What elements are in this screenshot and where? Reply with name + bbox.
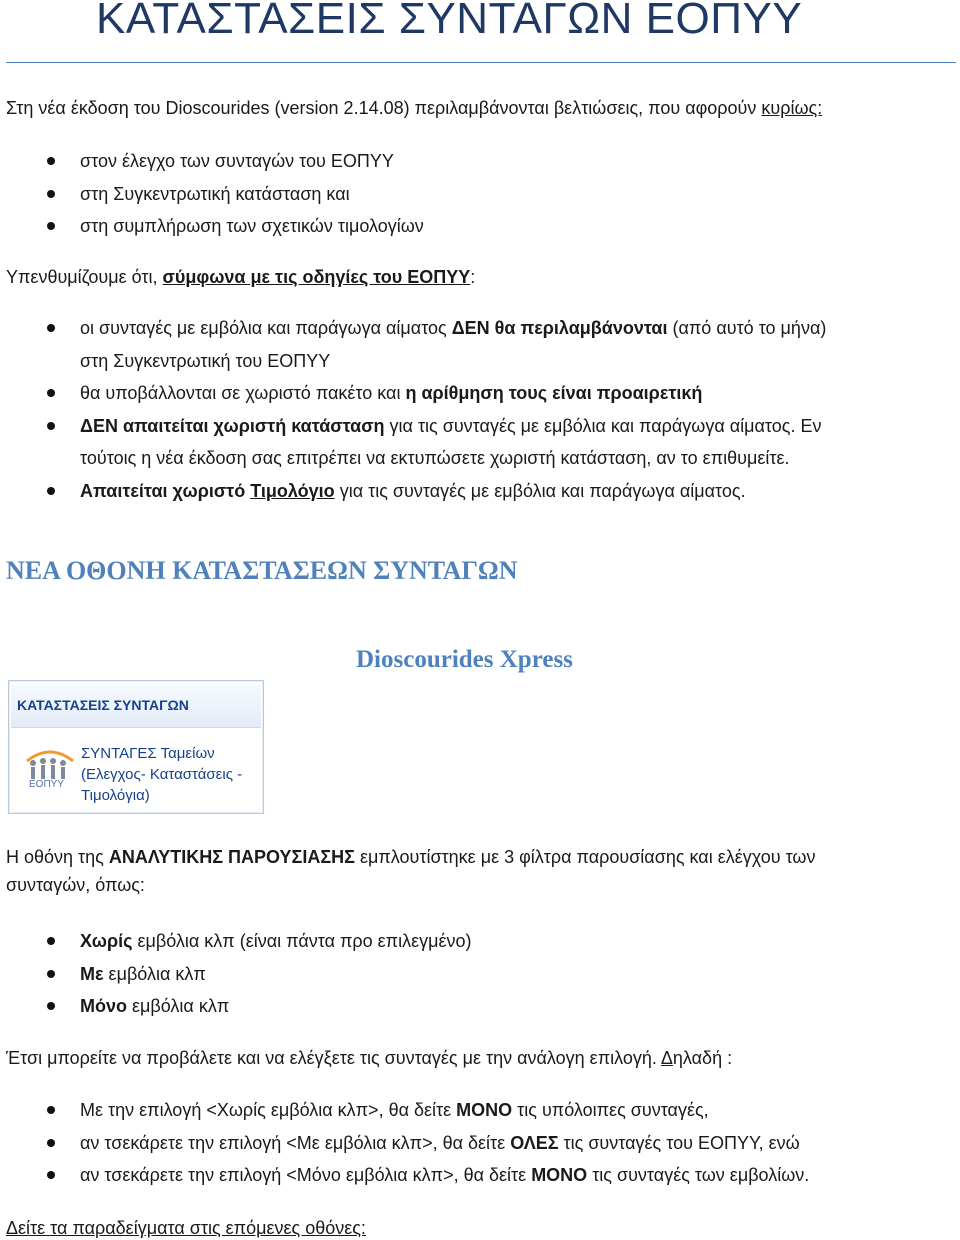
improvements-list <box>0 145 424 243</box>
rule-bold: ΔΕΝ θα περιλαμβάνονται <box>451 318 668 338</box>
analysis-bold: ΑΝΑΛΥΤΙΚΗΣ ΠΑΡΟΥΣΙΑΣΗΣ <box>108 847 355 867</box>
option-bold: ΜΟΝΟ <box>456 1100 513 1120</box>
reminder-colon: : <box>470 267 476 287</box>
page-title: ΚΑΤΑΣΤΑΣΕΙΣ ΣΥΝΤΑΓΩΝ ΕΟΠΥΥ <box>96 0 803 43</box>
option-bold: ΜΟΝΟ <box>531 1165 588 1185</box>
rule-text: (από αυτό το μήνα) <box>667 318 827 338</box>
rule-text: τούτοις η νέα έκδοση σας επιτρέπει να εκτυπώσετε χωριστή κατάσταση, αν το επιθυμείτε. <box>80 448 790 468</box>
menu-panel-header[interactable] <box>11 683 261 728</box>
list-item <box>0 377 826 410</box>
list-item <box>0 312 826 377</box>
analysis-paragraph <box>6 845 815 901</box>
rule-text: στη Συγκεντρωτική του ΕΟΠΥΥ <box>80 350 331 371</box>
list-item <box>0 990 472 1023</box>
filter-bold: Χωρίς <box>80 931 133 951</box>
view-paragraph <box>6 1046 732 1070</box>
filter-bold: Με <box>80 963 104 984</box>
list-item <box>0 475 826 508</box>
product-heading: Dioscourides Xpress <box>356 646 573 673</box>
reminder-emphasis: σύμφωνα με τις οδηγίες του ΕΟΠΥΥ <box>162 267 471 287</box>
reminder-paragraph <box>6 265 475 289</box>
filter-text: εμβόλια κλπ <box>127 996 230 1016</box>
rule-text: για τις συνταγές με εμβόλια και παράγωγα αίματος. <box>334 480 746 501</box>
intro-paragraph <box>6 96 822 120</box>
rule-bold-underlined: Τιμολόγιο <box>250 480 335 501</box>
filter-bold: Μόνο <box>80 996 127 1016</box>
options-list <box>0 1094 809 1192</box>
option-text: αν τσεκάρετε την επιλογή <Με εμβόλια κλπ>, θα δείτε <box>80 1132 511 1153</box>
list-item <box>0 1094 809 1127</box>
rule-bold: ΔΕΝ απαιτείται χωριστή κατάσταση <box>80 415 385 436</box>
list-item <box>0 1127 809 1160</box>
list-item: στη συμπλήρωση των σχετικών τιμολογίων <box>0 210 424 243</box>
list-item <box>0 925 472 958</box>
option-text: Με την επιλογή <Χωρίς εμβόλια κλπ>, θα δείτε <box>80 1100 457 1120</box>
view-underlined: Δ <box>660 1048 673 1068</box>
rule-text: για τις συνταγές με εμβόλια και παράγωγα αίματος. Εν <box>384 415 822 436</box>
reminder-text: Υπενθυμίζουμε ότι, <box>6 267 163 287</box>
rule-bold: Απαιτείται χωριστό <box>80 480 251 501</box>
option-text: αν τσεκάρετε την επιλογή <Μόνο εμβόλια κλπ>, θα δείτε <box>80 1165 532 1185</box>
list-item <box>0 410 826 475</box>
option-text: τις υπόλοιπες συνταγές, <box>512 1100 709 1120</box>
section-heading: ΝΕΑ ΟΘΟΝΗ ΚΑΤΑΣΤΑΣΕΩΝ ΣΥΝΤΑΓΩΝ <box>6 556 518 585</box>
filter-text: εμβόλια κλπ <box>103 963 206 984</box>
logo-label: ΕΟΠΥΥ <box>29 779 65 790</box>
list-item <box>0 1159 809 1192</box>
analysis-text: συνταγών, όπως: <box>6 875 145 895</box>
title-underline <box>6 62 956 63</box>
option-bold: ΟΛΕΣ <box>510 1132 559 1153</box>
intro-text: Στη νέα έκδοση του Dioscourides (version 2.14.08) περιλαμβάνονται βελτιώσεις, που αφορούν <box>6 98 762 118</box>
list-item: στη Συγκεντρωτική κατάσταση και <box>0 178 424 211</box>
rule-bold: η αρίθμηση τους είναι προαιρετική <box>405 383 703 403</box>
menu-panel-header-label: ΚΑΤΑΣΤΑΣΕΙΣ ΣΥΝΤΑΓΩΝ <box>17 697 189 713</box>
list-item <box>0 958 472 991</box>
option-text: τις συνταγές του ΕΟΠΥΥ, ενώ <box>558 1132 800 1153</box>
list-item: στον έλεγχο των συνταγών του ΕΟΠΥΥ <box>0 145 424 178</box>
filter-text: εμβόλια κλπ (είναι πάντα προ επιλεγμένο) <box>132 931 472 951</box>
intro-underlined: κυρίως: <box>761 98 823 118</box>
rules-list <box>0 312 826 507</box>
footer-text: Δείτε τα παραδείγματα στις επόμενες οθόνες: <box>6 1218 366 1238</box>
analysis-text: εμπλουτίστηκε με 3 φίλτρα παρουσίασης και ελέγχου των <box>354 847 816 867</box>
menu-panel-screenshot <box>8 680 264 814</box>
view-text: Έτσι μπορείτε να προβάλετε και να ελέγξετε τις συνταγές με την ανάλογη επιλογή. <box>6 1048 661 1068</box>
menu-item-prescriptions[interactable]: ΣΥΝΤΑΓΕΣ Ταμείων (Ελεγχος- Καταστάσεις - Τιμολόγια) <box>81 745 243 804</box>
rule-text: οι συνταγές με εμβόλια και παράγωγα αίματος <box>80 318 452 338</box>
filters-list <box>0 925 472 1023</box>
rule-text: θα υποβάλλονται σε χωριστό πακέτο και <box>80 383 406 403</box>
view-text: ηλαδή : <box>672 1048 733 1068</box>
option-text: τις συνταγές των εμβολίων. <box>587 1165 810 1185</box>
analysis-text: Η οθόνη της <box>6 847 109 867</box>
